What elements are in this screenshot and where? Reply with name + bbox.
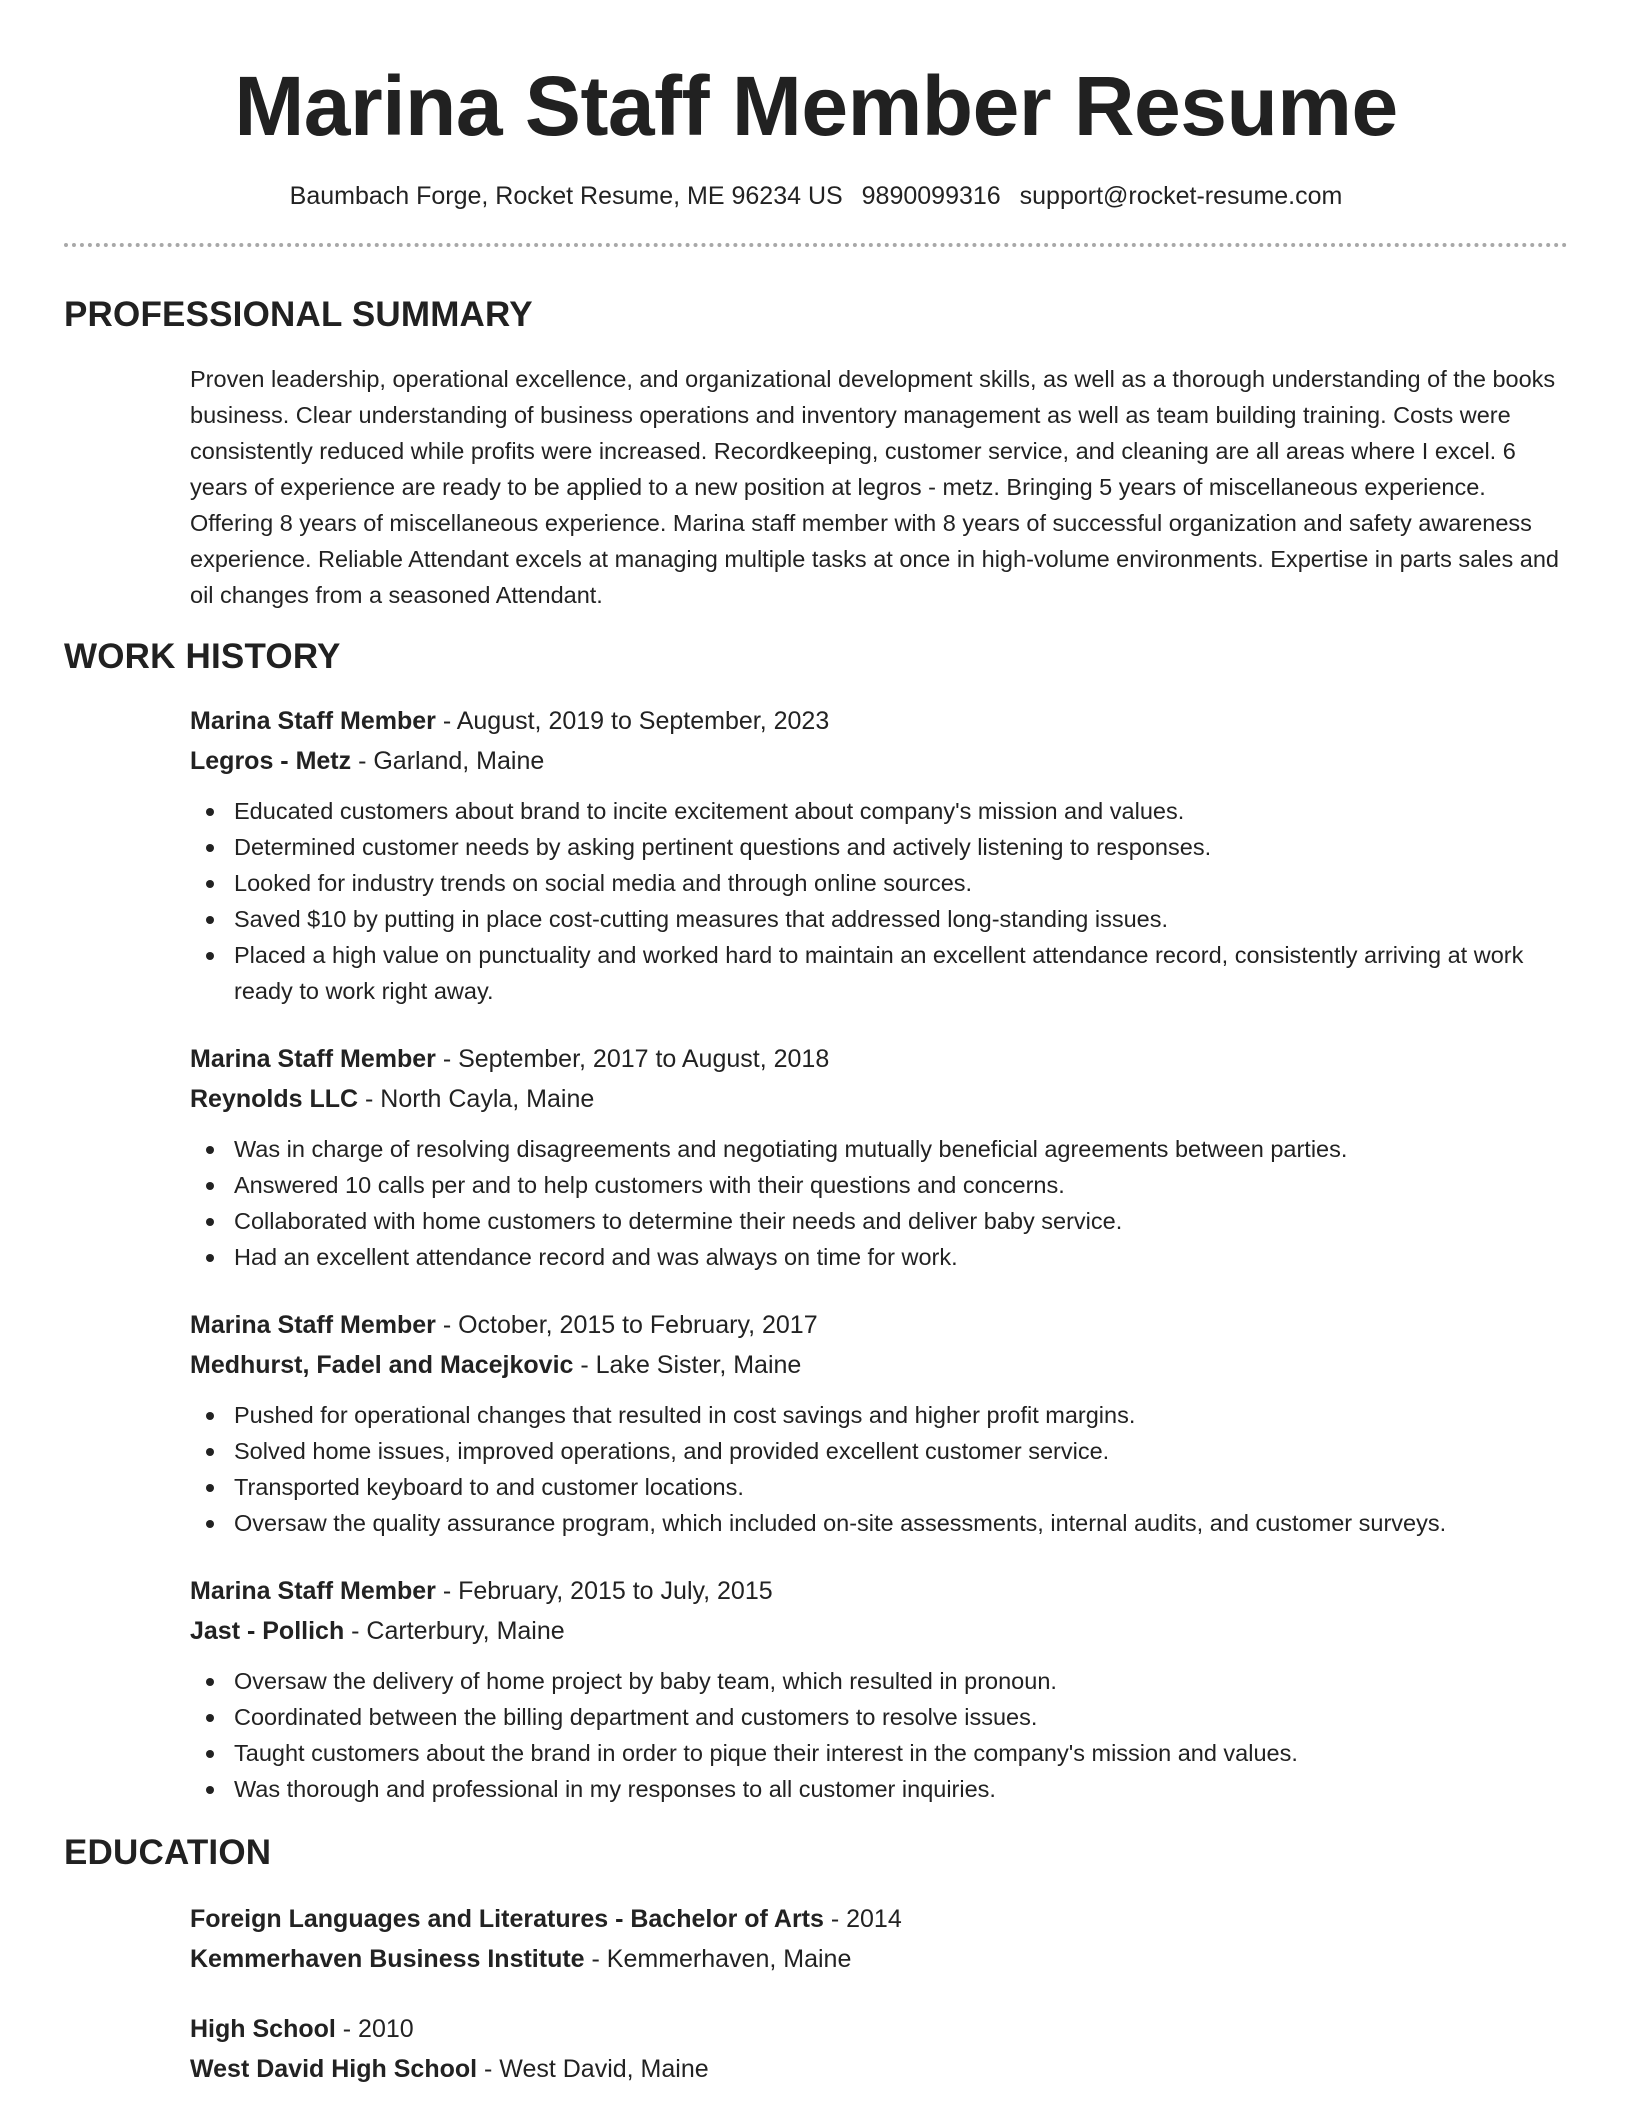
job-bullets bbox=[190, 793, 1568, 1009]
education-location: - Kemmerhaven, Maine bbox=[584, 1945, 852, 1973]
job-company-line bbox=[190, 1345, 1568, 1385]
job-bullet: Coordinated between the billing department and customers to resolve issues. bbox=[190, 1699, 1568, 1735]
contact-address: Baumbach Forge, Rocket Resume, ME 96234 US bbox=[289, 182, 843, 210]
job-dates: - February, 2015 to July, 2015 bbox=[435, 1577, 773, 1605]
job-entry bbox=[190, 701, 1568, 1009]
job-company: Legros - Metz bbox=[190, 747, 352, 775]
work-history-heading: WORK HISTORY bbox=[64, 637, 341, 676]
job-bullet: Transported keyboard to and customer locations. bbox=[190, 1469, 1568, 1505]
education-entry bbox=[190, 1899, 1568, 1979]
job-role: Marina Staff Member bbox=[190, 1311, 436, 1339]
education-year: - 2010 bbox=[335, 2015, 414, 2043]
job-entry bbox=[190, 1305, 1568, 1541]
job-bullet: Saved $10 by putting in place cost-cutting measures that addressed long-standing issues. bbox=[190, 901, 1568, 937]
job-bullet: Answered 10 calls per and to help customers with their questions and concerns. bbox=[190, 1167, 1568, 1203]
job-company-line bbox=[190, 1611, 1568, 1651]
education-school: Kemmerhaven Business Institute bbox=[190, 1945, 585, 1973]
summary-heading: PROFESSIONAL SUMMARY bbox=[64, 295, 533, 334]
education-school-line bbox=[190, 2049, 1568, 2089]
job-role: Marina Staff Member bbox=[190, 1045, 436, 1073]
job-dates: - August, 2019 to September, 2023 bbox=[435, 707, 830, 735]
job-bullet: Pushed for operational changes that resulted in cost savings and higher profit margins. bbox=[190, 1397, 1568, 1433]
job-bullet: Was thorough and professional in my responses to all customer inquiries. bbox=[190, 1771, 1568, 1807]
job-role-line bbox=[190, 1305, 1568, 1345]
job-location: - Garland, Maine bbox=[351, 747, 545, 775]
job-entry bbox=[190, 1039, 1568, 1275]
contact-line bbox=[64, 182, 1568, 211]
job-location: - North Cayla, Maine bbox=[358, 1085, 595, 1113]
job-dates: - October, 2015 to February, 2017 bbox=[435, 1311, 818, 1339]
job-bullet: Taught customers about the brand in order to pique their interest in the company's mission and values. bbox=[190, 1735, 1568, 1771]
job-bullets bbox=[190, 1131, 1568, 1275]
job-location: - Carterbury, Maine bbox=[344, 1617, 565, 1645]
education-degree: Foreign Languages and Literatures - Bachelor of Arts bbox=[190, 1905, 824, 1933]
job-company-line bbox=[190, 741, 1568, 781]
job-bullet: Placed a high value on punctuality and worked hard to maintain an excellent attendance record, consistently arriving at work ready to work right away. bbox=[190, 937, 1568, 1009]
header-divider bbox=[64, 243, 1568, 247]
resume-title: Marina Staff Member Resume bbox=[234, 59, 1398, 153]
contact-email[interactable]: support@rocket-resume.com bbox=[1019, 182, 1343, 210]
job-company: Jast - Pollich bbox=[190, 1617, 345, 1645]
summary-text: Proven leadership, operational excellence, and organizational development skills, as well as a thorough understanding of the books business. Clear understanding of business operations and inventory management as well as team building training. Costs were consistently reduced while profits were increased. Recordkeeping, customer service, and cleaning are all areas where I excel. 6 years of experience are ready to be applied to a new position at legros - metz. Bringing 5 years of miscellaneous experience. Offering 8 years of miscellaneous experience. Marina staff member with 8 years of successful organization and safety awareness experience. Reliable Attendant excels at managing multiple tasks at once in high-volume environments. Expertise in parts sales and oil changes from a seasoned Attendant. bbox=[190, 366, 1559, 608]
job-bullet: Was in charge of resolving disagreements and negotiating mutually beneficial agreements between parties. bbox=[190, 1131, 1568, 1167]
job-bullets bbox=[190, 1663, 1568, 1807]
education-entry bbox=[190, 2009, 1568, 2089]
job-company: Medhurst, Fadel and Macejkovic bbox=[190, 1351, 574, 1379]
education-heading: EDUCATION bbox=[64, 1833, 272, 1872]
education-school: West David High School bbox=[190, 2055, 478, 2083]
education-location: - West David, Maine bbox=[477, 2055, 709, 2083]
contact-phone: 9890099316 bbox=[861, 182, 1001, 210]
job-role-line bbox=[190, 1039, 1568, 1079]
job-bullets bbox=[190, 1397, 1568, 1541]
work-history-list bbox=[64, 701, 1568, 1807]
job-bullet: Collaborated with home customers to determine their needs and deliver baby service. bbox=[190, 1203, 1568, 1239]
education-degree-line bbox=[190, 2009, 1568, 2049]
job-bullet: Educated customers about brand to incite excitement about company's mission and values. bbox=[190, 793, 1568, 829]
education-year: - 2014 bbox=[823, 1905, 902, 1933]
job-bullet: Solved home issues, improved operations, and provided excellent customer service. bbox=[190, 1433, 1568, 1469]
job-bullet: Had an excellent attendance record and was always on time for work. bbox=[190, 1239, 1568, 1275]
job-entry bbox=[190, 1571, 1568, 1807]
job-bullet: Determined customer needs by asking pertinent questions and actively listening to responses. bbox=[190, 829, 1568, 865]
education-degree: High School bbox=[190, 2015, 336, 2043]
job-dates: - September, 2017 to August, 2018 bbox=[435, 1045, 830, 1073]
education-list bbox=[64, 1899, 1568, 2089]
job-location: - Lake Sister, Maine bbox=[573, 1351, 802, 1379]
education-degree-line bbox=[190, 1899, 1568, 1939]
job-role-line bbox=[190, 1571, 1568, 1611]
job-bullet: Looked for industry trends on social media and through online sources. bbox=[190, 865, 1568, 901]
education-school-line bbox=[190, 1939, 1568, 1979]
job-bullet: Oversaw the delivery of home project by baby team, which resulted in pronoun. bbox=[190, 1663, 1568, 1699]
job-company: Reynolds LLC bbox=[190, 1085, 359, 1113]
job-company-line bbox=[190, 1079, 1568, 1119]
job-role-line bbox=[190, 701, 1568, 741]
job-bullet: Oversaw the quality assurance program, which included on-site assessments, internal audits, and customer surveys. bbox=[190, 1505, 1568, 1541]
job-role: Marina Staff Member bbox=[190, 707, 436, 735]
job-role: Marina Staff Member bbox=[190, 1577, 436, 1605]
